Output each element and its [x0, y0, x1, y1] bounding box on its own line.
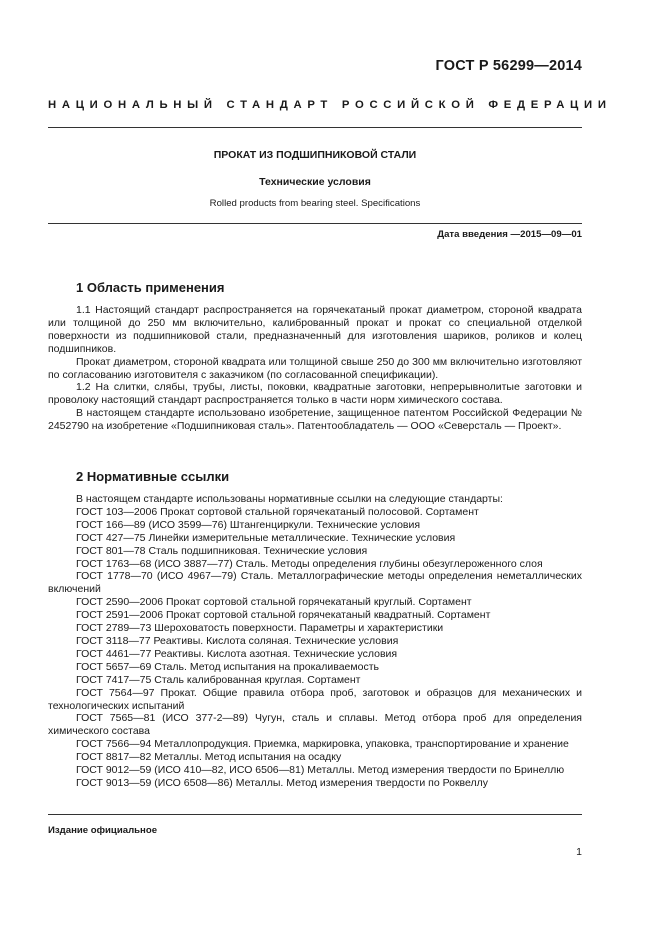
paragraph: 1.1 Настоящий стандарт распространяется на горячекатаный прокат диаметром, стороной квадрата или толщиной до 250 мм включительно, калиброванный прокат и прокат со специальной отделкой поверхности из подшипниковой стали, предназначенный для изготовления шариков, роликов и колец подшипников.	[48, 304, 582, 355]
reference-item: ГОСТ 2591—2006 Прокат сортовой стальной горячекатаный квадратный. Сортамент	[76, 609, 491, 622]
reference-item: ГОСТ 9013—59 (ИСО 6508—86) Металлы. Метод измерения твердости по Роквеллу	[76, 776, 489, 789]
section-1-body	[48, 304, 582, 433]
section-2-body	[48, 493, 582, 790]
section-1-heading: 1 Область применения	[76, 280, 225, 295]
top-divider	[48, 127, 582, 128]
reference-item: ГОСТ 8817—82 Металлы. Метод испытания на осадку	[76, 751, 342, 764]
reference-item: ГОСТ 103—2006 Прокат сортовой стальной горячекатаный полосовой. Сортамент	[76, 505, 479, 518]
reference-item: ГОСТ 4461—77 Реактивы. Кислота азотная. Технические условия	[76, 647, 398, 660]
reference-item: ГОСТ 2789—73 Шероховатость поверхности. Параметры и характеристики	[76, 622, 444, 635]
section-2-heading: 2 Нормативные ссылки	[76, 469, 230, 484]
reference-item: ГОСТ 7564—97 Прокат. Общие правила отбора проб, заготовок и образцов для механических и технологических испытаний	[48, 686, 582, 712]
references-intro: В настоящем стандарте использованы нормативные ссылки на следующие стандарты:	[76, 493, 503, 505]
reference-item: ГОСТ 7566—94 Металлопродукция. Приемка, маркировка, упаковка, транспортирование и хранение	[76, 738, 569, 751]
reference-item: ГОСТ 7565—81 (ИСО 377-2—89) Чугун, сталь и сплавы. Метод отбора проб для определения химического состава	[48, 712, 582, 738]
document-subtitle: Технические условия	[259, 176, 371, 188]
paragraph: 1.2 На слитки, слябы, трубы, листы, поковки, квадратные заготовки, непрерывнолитые заготовки и проволоку настоящий стандарт распространяется только в части норм химического состава.	[48, 381, 582, 407]
paragraph: В настоящем стандарте использовано изобретение, защищенное патентом Российской Федерации № 2452790 на изобретение «Подшипниковая сталь». Патентообладатель — ООО «Северсталь — Проект».	[48, 407, 582, 433]
paragraph: Прокат диаметром, стороной квадрата или толщиной свыше 250 до 300 мм включительно изготовляют по согласованию изготовителя с заказчиком (по согласованной спецификации).	[48, 355, 582, 381]
reference-item: ГОСТ 427—75 Линейки измерительные металлические. Технические условия	[76, 531, 456, 544]
reference-item: ГОСТ 9012—59 (ИСО 410—82, ИСО 6506—81) Металлы. Метод измерения твердости по Бринеллю	[76, 764, 565, 777]
footer-divider	[48, 814, 582, 815]
document-title: ПРОКАТ ИЗ ПОДШИПНИКОВОЙ СТАЛИ	[213, 149, 417, 161]
title-divider	[48, 223, 582, 224]
reference-item: ГОСТ 166—89 (ИСО 3599—76) Штангенциркули. Технические условия	[76, 518, 421, 531]
reference-item: ГОСТ 3118—77 Реактивы. Кислота соляная. Технические условия	[76, 634, 399, 647]
gost-number: ГОСТ Р 56299—2014	[435, 58, 582, 74]
reference-item: ГОСТ 801—78 Сталь подшипниковая. Технические условия	[76, 544, 368, 557]
introduction-date: Дата введения —2015—09—01	[437, 229, 582, 240]
document-english-title: Rolled products from bearing steel. Specifications	[209, 198, 421, 209]
reference-item: ГОСТ 1763—68 (ИСО 3887—77) Сталь. Методы определения глубины обезуглероженного слоя	[76, 557, 543, 570]
national-standard-title: НАЦИОНАЛЬНЫЙ СТАНДАРТ РОССИЙСКОЙ ФЕДЕРАЦИИ	[48, 99, 612, 111]
reference-item: ГОСТ 5657—69 Сталь. Метод испытания на прокаливаемость	[76, 660, 379, 673]
reference-item: ГОСТ 1778—70 (ИСО 4967—79) Сталь. Металлографические методы определения неметаллических включений	[48, 570, 582, 596]
reference-item: ГОСТ 2590—2006 Прокат сортовой стальной горячекатаный круглый. Сортамент	[76, 596, 472, 609]
page-number: 1	[576, 846, 582, 858]
reference-item: ГОСТ 7417—75 Сталь калиброванная круглая. Сортамент	[76, 673, 361, 686]
official-edition-label: Издание официальное	[48, 825, 158, 836]
